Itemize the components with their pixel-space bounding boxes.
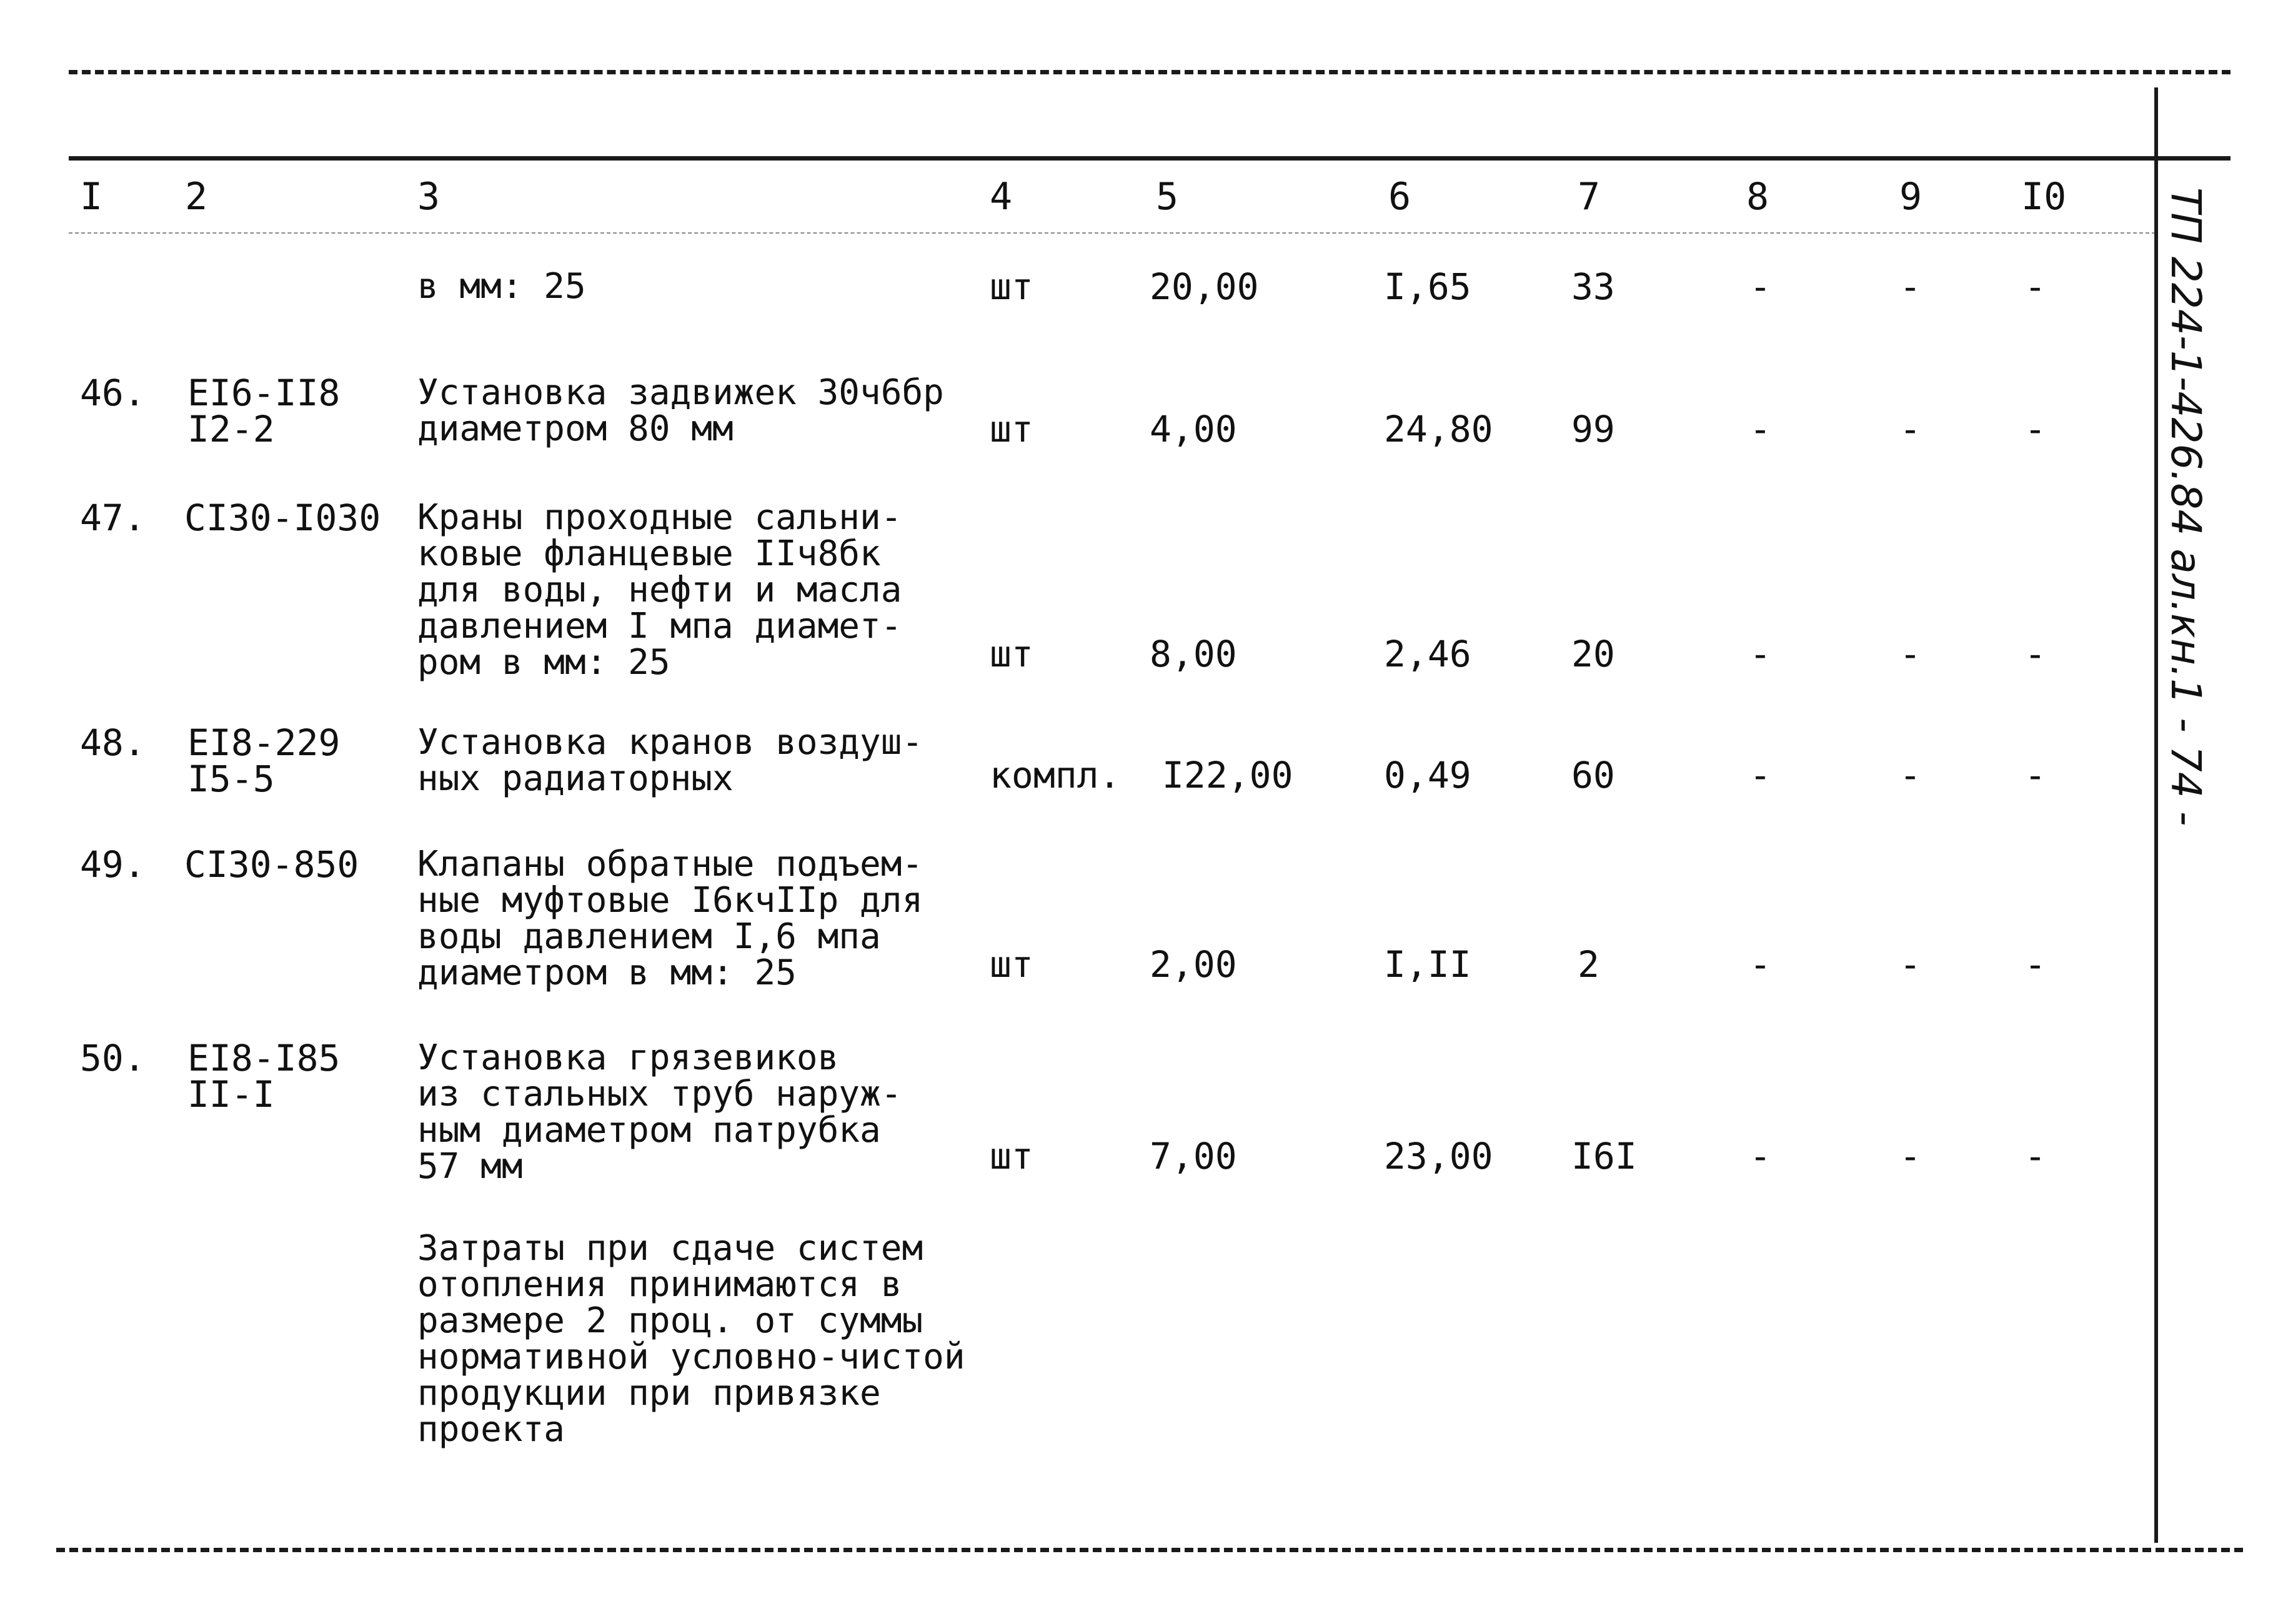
row-46-col9: -	[1899, 408, 1921, 450]
row-47-unit: шт	[990, 633, 1033, 675]
row-50-col6: 23,00	[1384, 1135, 1493, 1177]
row-50-col8: -	[1749, 1135, 1771, 1177]
row-0-unit: шт	[990, 265, 1033, 308]
row-47-number: 47.	[80, 497, 146, 539]
column-header-10: I0	[2021, 175, 2067, 219]
row-48-col5: I22,00	[1162, 754, 1293, 796]
row-50-col7: I6I	[1571, 1135, 1637, 1177]
column-header-2: 2	[185, 175, 208, 219]
row-47-code: CI30-I030	[184, 497, 381, 539]
row-0-col5: 20,00	[1150, 265, 1259, 308]
row-47-description: Краны проходные сальни- ковые фланцевые IIч8бк для воды, нефти и масла давлением I мпа диамет- ром в мм: 25	[417, 497, 902, 683]
row-46-col5: 4,00	[1150, 408, 1237, 450]
row-48-number: 48.	[80, 721, 146, 764]
column-header-5: 5	[1156, 175, 1179, 219]
row-48-col6: 0,49	[1384, 754, 1471, 796]
row-48-col7: 60	[1571, 754, 1615, 796]
row-48-code: EI8-229 I5-5	[187, 721, 341, 800]
column-header-8: 8	[1746, 175, 1769, 219]
row-50-col10: -	[2024, 1135, 2046, 1177]
column-header-9: 9	[1899, 175, 1922, 219]
row-46-code: EI6-II8 I2-2	[187, 372, 341, 450]
column-header-1: I	[80, 175, 103, 219]
row-49-col8: -	[1749, 943, 1771, 986]
row-0-col8: -	[1749, 265, 1771, 308]
row-46-unit: шт	[990, 408, 1033, 450]
row-50-unit: шт	[990, 1135, 1033, 1177]
row-46-description: Установка задвижек 30ч6бр диаметром 80 мм	[417, 372, 944, 449]
row-47-col7: 20	[1571, 633, 1615, 675]
row-47-col5: 8,00	[1150, 633, 1237, 675]
row-50-number: 50.	[80, 1037, 146, 1079]
row-49-description: Клапаны обратные подъем- ные муфтовые I6кчIIр для воды давлением I,6 мпа диаметром в мм: 25	[417, 844, 923, 993]
header-rule	[69, 156, 2231, 161]
column-header-4: 4	[990, 175, 1013, 219]
row-49-col9: -	[1899, 943, 1921, 986]
row-48-col9: -	[1899, 754, 1921, 796]
row-50-description: Установка грязевиков из стальных труб наруж- ным диаметром патрубка 57 мм	[417, 1037, 902, 1187]
row-46-col8: -	[1749, 408, 1771, 450]
header-underline	[69, 232, 2156, 234]
row-49-col7: 2	[1578, 943, 1599, 986]
row-0-col7: 33	[1571, 265, 1615, 308]
row-49-unit: шт	[990, 943, 1033, 986]
row-49-number: 49.	[80, 843, 146, 886]
row-48-col10: -	[2024, 754, 2046, 796]
row-50-col5: 7,00	[1150, 1135, 1237, 1177]
column-header-6: 6	[1388, 175, 1411, 219]
right-margin-rule	[2154, 87, 2158, 1543]
row-0-description: в мм: 25	[417, 266, 586, 307]
row-0-col10: -	[2024, 265, 2046, 308]
row-49-code: CI30-850	[184, 843, 359, 886]
closing-note: Затраты при сдаче систем отопления принимаются в размере 2 проц. от суммы нормативной условно-чистой продукции при привязке проекта	[417, 1228, 965, 1450]
bottom-dashed-border	[56, 1548, 2243, 1552]
column-header-3: 3	[417, 175, 440, 219]
side-stamp	[2163, 187, 2257, 887]
row-49-col5: 2,00	[1150, 943, 1237, 986]
row-49-col6: I,II	[1384, 943, 1471, 986]
row-0-col9: -	[1899, 265, 1921, 308]
row-47-col10: -	[2024, 633, 2046, 675]
row-47-col8: -	[1749, 633, 1771, 675]
row-47-col6: 2,46	[1384, 633, 1471, 675]
row-46-col6: 24,80	[1384, 408, 1493, 450]
row-46-col7: 99	[1571, 408, 1615, 450]
row-48-col8: -	[1749, 754, 1771, 796]
row-49-col10: -	[2024, 943, 2046, 986]
row-48-unit: компл.	[990, 754, 1121, 796]
row-46-col10: -	[2024, 408, 2046, 450]
row-50-code: EI8-I85 II-I	[187, 1037, 341, 1116]
row-46-number: 46.	[80, 372, 146, 414]
row-47-col9: -	[1899, 633, 1921, 675]
row-50-col9: -	[1899, 1135, 1921, 1177]
top-dashed-border	[69, 70, 2231, 74]
row-48-description: Установка кранов воздуш- ных радиаторных	[417, 722, 923, 799]
column-header-7: 7	[1578, 175, 1601, 219]
row-0-col6: I,65	[1384, 265, 1471, 308]
side-document-code: ТП 224-1-426.84 ал.кн.1 - 74 -	[2162, 187, 2210, 826]
